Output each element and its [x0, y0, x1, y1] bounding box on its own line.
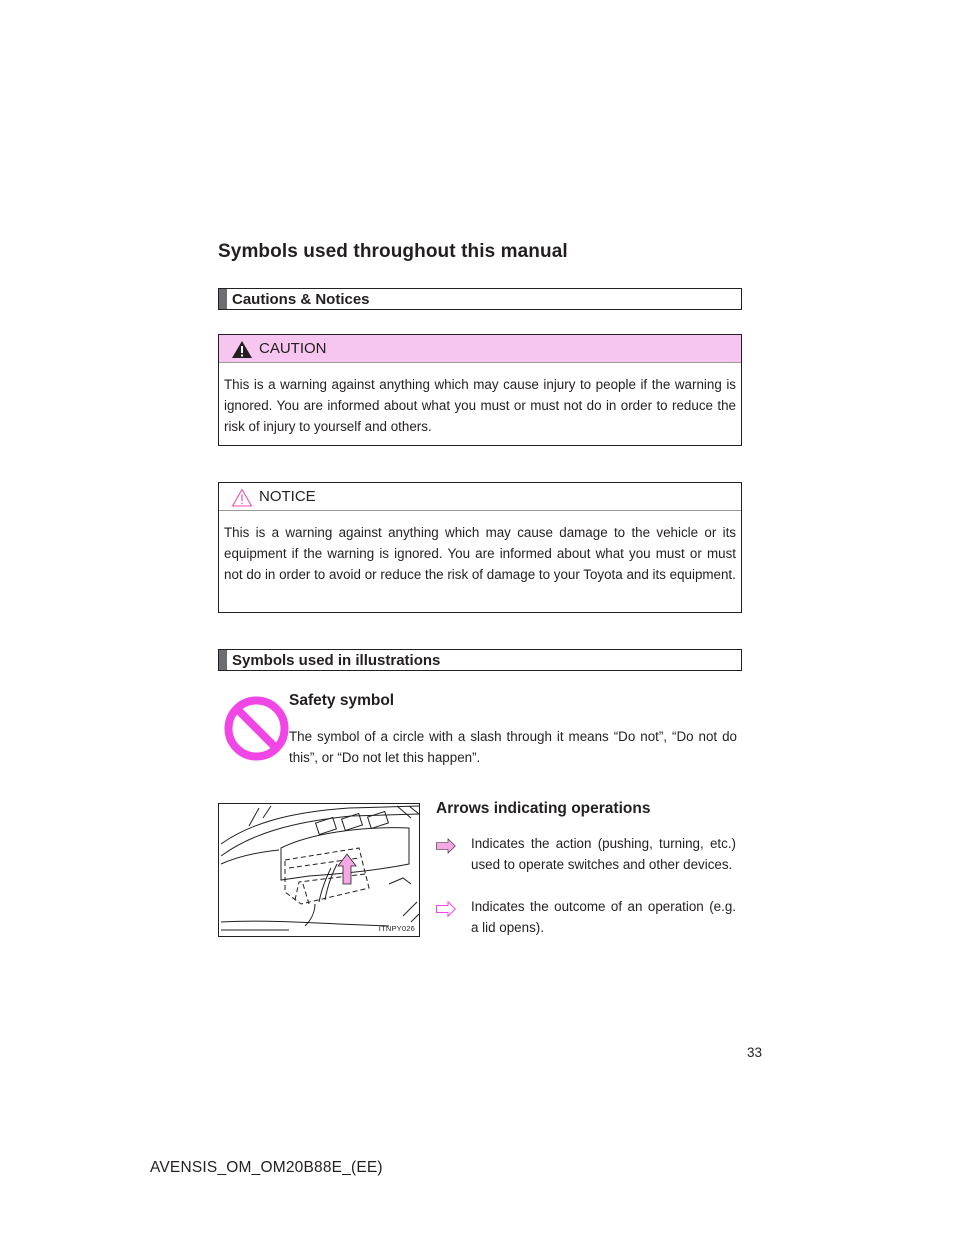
outline-arrow-icon — [436, 901, 456, 917]
section-bar-marker — [219, 289, 227, 309]
warning-triangle-outline-icon — [231, 488, 253, 507]
operation-illustration — [218, 803, 420, 937]
arrows-heading: Arrows indicating operations — [436, 800, 651, 817]
footer-document-code: AVENSIS_OM_OM20B88E_(EE) — [150, 1159, 383, 1176]
page-number: 33 — [747, 1045, 763, 1060]
overhead-console-drawing — [219, 804, 420, 937]
caution-title: CAUTION — [259, 340, 327, 357]
section-title-illustrations: Symbols used in illustrations — [232, 652, 441, 669]
section-title-cautions: Cautions & Notices — [232, 291, 370, 308]
notice-header — [219, 483, 741, 511]
section-bar-cautions — [218, 288, 742, 310]
filled-arrow-icon — [436, 838, 456, 854]
notice-title: NOTICE — [259, 488, 316, 505]
caution-header — [219, 335, 741, 363]
safety-symbol-text: The symbol of a circle with a slash through it means “Do not”, “Do not do this”, or “Do not let this happen”. — [289, 729, 737, 765]
page-heading: Symbols used throughout this manual — [218, 241, 568, 262]
prohibition-icon — [223, 695, 290, 762]
caution-box — [218, 334, 742, 446]
safety-symbol-heading: Safety symbol — [289, 692, 395, 709]
arrow-action-text: Indicates the action (pushing, turning, etc.) used to operate switches and other devices. — [471, 836, 736, 872]
illustration-code: ITNPY026 — [378, 924, 415, 933]
caution-text: This is a warning against anything which may cause injury to people if the warning is ignored. You are informed about what you must or must not do in order to reduce the risk of injury to yourself and others. — [224, 377, 736, 434]
section-bar-illustrations — [218, 649, 742, 671]
notice-text: This is a warning against anything which may cause damage to the vehicle or its equipment if the warning is ignored. You are informed about what you must or must not do in order to avoid or reduce the risk of damage to your Toyota and its equipment. — [224, 525, 736, 582]
notice-box — [218, 482, 742, 613]
warning-triangle-filled-icon — [231, 340, 253, 359]
arrow-outcome-text: Indicates the outcome of an operation (e.g. a lid opens). — [471, 899, 736, 935]
section-bar-marker — [219, 650, 227, 670]
